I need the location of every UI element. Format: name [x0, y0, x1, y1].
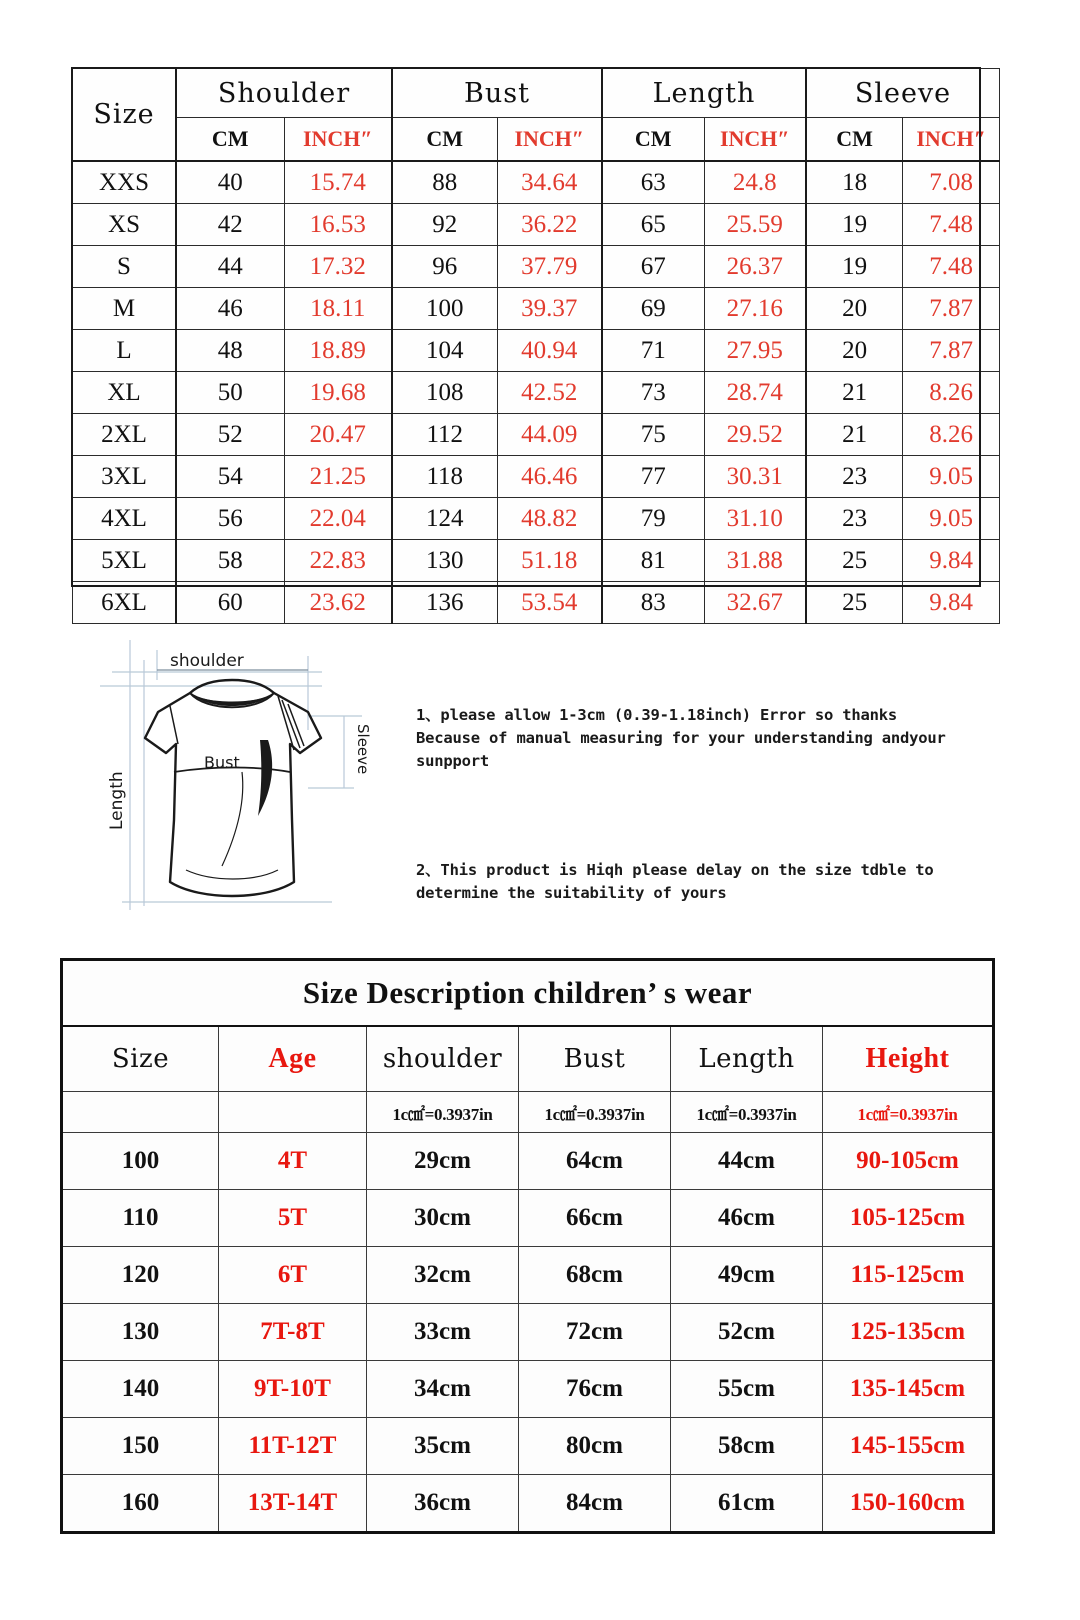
cell-bust-cm: 100	[392, 288, 497, 330]
cell-kids-height: 135-145cm	[823, 1361, 994, 1418]
kids-conversion-row	[62, 1092, 994, 1133]
diagram-label-shoulder: shoulder	[170, 651, 244, 671]
table-row	[73, 288, 1000, 330]
cell-shoulder-cm: 44	[176, 246, 284, 288]
cell-kids-shoulder: 34cm	[367, 1361, 519, 1418]
adult-sub-header-row	[73, 118, 1000, 162]
kids-size-table	[60, 958, 995, 1534]
kids-title-row	[62, 960, 994, 1027]
table-row	[62, 1418, 994, 1475]
cell-shoulder-cm: 60	[176, 582, 284, 624]
cell-kids-age: 6T	[219, 1247, 367, 1304]
cell-sleeve-cm: 19	[806, 246, 903, 288]
cell-size: XL	[73, 372, 177, 414]
cell-bust-cm: 118	[392, 456, 497, 498]
cell-bust-cm: 104	[392, 330, 497, 372]
adult-table-body	[73, 161, 1000, 624]
cell-kids-bust: 76cm	[519, 1361, 671, 1418]
cell-length-cm: 77	[602, 456, 704, 498]
cell-length-in: 24.8	[704, 161, 806, 204]
cell-size: S	[73, 246, 177, 288]
cell-sleeve-cm: 19	[806, 204, 903, 246]
cell-kids-height: 150-160cm	[823, 1475, 994, 1533]
diagram-label-bust: Bust	[204, 753, 240, 772]
adult-subheader-length-cm: CM	[602, 118, 704, 162]
kids-header-height: Height	[823, 1026, 994, 1092]
cell-kids-size: 150	[62, 1418, 219, 1475]
cell-kids-length: 58cm	[671, 1418, 823, 1475]
cell-kids-size: 100	[62, 1133, 219, 1190]
kids-header-row	[62, 1026, 994, 1092]
cell-length-cm: 71	[602, 330, 704, 372]
cell-sleeve-in: 7.48	[903, 204, 1000, 246]
tshirt-icon	[82, 620, 372, 910]
cell-kids-height: 125-135cm	[823, 1304, 994, 1361]
kids-title-black: Size Description	[302, 975, 534, 1010]
adult-header-sleeve: Sleeve	[806, 69, 1000, 118]
adult-subheader-bust-cm: CM	[392, 118, 497, 162]
adult-subheader-bust-inch: INCH″	[497, 118, 602, 162]
cell-kids-bust: 66cm	[519, 1190, 671, 1247]
note-1-line-3: sunpport	[416, 752, 490, 770]
adult-header-bust: Bust	[392, 69, 602, 118]
cell-sleeve-in: 9.84	[903, 540, 1000, 582]
adult-header-length: Length	[602, 69, 806, 118]
cell-bust-in: 44.09	[497, 414, 602, 456]
kids-header-age: Age	[219, 1026, 367, 1092]
cell-size: 6XL	[73, 582, 177, 624]
table-row	[73, 246, 1000, 288]
cell-kids-length: 46cm	[671, 1190, 823, 1247]
kids-conversion-age	[219, 1092, 367, 1133]
kids-table-body	[62, 960, 994, 1533]
adult-subheader-sleeve-inch: INCH″	[903, 118, 1000, 162]
cell-shoulder-cm: 40	[176, 161, 284, 204]
cell-sleeve-in: 8.26	[903, 414, 1000, 456]
cell-bust-in: 39.37	[497, 288, 602, 330]
cell-kids-size: 120	[62, 1247, 219, 1304]
adult-size-table-container	[72, 68, 986, 624]
cell-sleeve-cm: 23	[806, 456, 903, 498]
cell-sleeve-cm: 25	[806, 540, 903, 582]
cell-shoulder-cm: 46	[176, 288, 284, 330]
note-2-line-2: determine the suitability of yours	[416, 884, 727, 902]
cell-shoulder-in: 22.04	[284, 498, 392, 540]
cell-bust-in: 34.64	[497, 161, 602, 204]
cell-length-cm: 63	[602, 161, 704, 204]
cell-kids-age: 9T-10T	[219, 1361, 367, 1418]
cell-bust-cm: 92	[392, 204, 497, 246]
cell-bust-in: 40.94	[497, 330, 602, 372]
diagram-label-sleeve: Sleeve	[354, 724, 372, 775]
adult-header-size: Size	[73, 69, 177, 162]
kids-size-table-container	[60, 958, 992, 1534]
kids-title-cell	[62, 960, 994, 1027]
adult-subheader-sleeve-cm: CM	[806, 118, 903, 162]
cell-kids-bust: 84cm	[519, 1475, 671, 1533]
kids-conversion-size	[62, 1092, 219, 1133]
cell-length-in: 31.10	[704, 498, 806, 540]
cell-kids-size: 130	[62, 1304, 219, 1361]
adult-subheader-length-inch: INCH″	[704, 118, 806, 162]
cell-sleeve-in: 8.26	[903, 372, 1000, 414]
adult-size-table	[72, 68, 1000, 624]
cell-kids-bust: 72cm	[519, 1304, 671, 1361]
cell-bust-cm: 136	[392, 582, 497, 624]
note-2-line-1: 2、This product is Hiqh please delay on the size tdble to	[416, 861, 934, 879]
cell-kids-shoulder: 29cm	[367, 1133, 519, 1190]
cell-bust-in: 46.46	[497, 456, 602, 498]
cell-kids-height: 90-105cm	[823, 1133, 994, 1190]
cell-kids-size: 140	[62, 1361, 219, 1418]
cell-bust-in: 53.54	[497, 582, 602, 624]
kids-header-length: Length	[671, 1026, 823, 1092]
cell-size: 4XL	[73, 498, 177, 540]
cell-length-cm: 75	[602, 414, 704, 456]
cell-length-in: 26.37	[704, 246, 806, 288]
cell-sleeve-in: 7.48	[903, 246, 1000, 288]
kids-title-red: children’ s wear	[533, 975, 753, 1010]
cell-bust-cm: 130	[392, 540, 497, 582]
cell-length-in: 27.16	[704, 288, 806, 330]
cell-sleeve-in: 7.08	[903, 161, 1000, 204]
table-row	[62, 1190, 994, 1247]
cell-shoulder-in: 23.62	[284, 582, 392, 624]
cell-sleeve-in: 9.05	[903, 456, 1000, 498]
cell-shoulder-in: 16.53	[284, 204, 392, 246]
cell-shoulder-cm: 52	[176, 414, 284, 456]
cell-kids-shoulder: 35cm	[367, 1418, 519, 1475]
cell-shoulder-in: 17.32	[284, 246, 392, 288]
cell-size: 3XL	[73, 456, 177, 498]
table-row	[62, 1247, 994, 1304]
cell-kids-shoulder: 36cm	[367, 1475, 519, 1533]
table-row	[73, 372, 1000, 414]
cell-kids-length: 49cm	[671, 1247, 823, 1304]
cell-length-in: 31.88	[704, 540, 806, 582]
cell-length-cm: 65	[602, 204, 704, 246]
adult-group-header-row	[73, 69, 1000, 118]
cell-shoulder-cm: 54	[176, 456, 284, 498]
table-row	[62, 1304, 994, 1361]
cell-kids-length: 52cm	[671, 1304, 823, 1361]
cell-length-cm: 81	[602, 540, 704, 582]
table-row	[73, 414, 1000, 456]
cell-shoulder-cm: 58	[176, 540, 284, 582]
cell-size: XXS	[73, 161, 177, 204]
cell-kids-shoulder: 30cm	[367, 1190, 519, 1247]
cell-kids-shoulder: 33cm	[367, 1304, 519, 1361]
cell-size: XS	[73, 204, 177, 246]
table-row	[73, 330, 1000, 372]
cell-sleeve-in: 9.05	[903, 498, 1000, 540]
cell-shoulder-cm: 50	[176, 372, 284, 414]
cell-kids-age: 4T	[219, 1133, 367, 1190]
kids-conversion-length: 1c㎠=0.3937in	[671, 1092, 823, 1133]
cell-shoulder-in: 19.68	[284, 372, 392, 414]
kids-conversion-shoulder: 1c㎠=0.3937in	[367, 1092, 519, 1133]
cell-length-in: 25.59	[704, 204, 806, 246]
cell-bust-in: 48.82	[497, 498, 602, 540]
note-1-line-2: Because of manual measuring for your understanding andyour	[416, 729, 946, 747]
cell-kids-age: 5T	[219, 1190, 367, 1247]
cell-shoulder-in: 22.83	[284, 540, 392, 582]
cell-length-in: 28.74	[704, 372, 806, 414]
cell-length-in: 30.31	[704, 456, 806, 498]
cell-shoulder-cm: 42	[176, 204, 284, 246]
cell-shoulder-cm: 48	[176, 330, 284, 372]
cell-kids-height: 115-125cm	[823, 1247, 994, 1304]
cell-length-in: 27.95	[704, 330, 806, 372]
cell-length-cm: 73	[602, 372, 704, 414]
kids-conversion-height: 1c㎠=0.3937in	[823, 1092, 994, 1133]
cell-sleeve-in: 9.84	[903, 582, 1000, 624]
adult-header-shoulder: Shoulder	[176, 69, 392, 118]
kids-header-shoulder: shoulder	[367, 1026, 519, 1092]
cell-bust-cm: 96	[392, 246, 497, 288]
kids-conversion-bust: 1c㎠=0.3937in	[519, 1092, 671, 1133]
diagram-label-length: Length	[107, 771, 127, 830]
adult-subheader-shoulder-cm: CM	[176, 118, 284, 162]
cell-bust-in: 37.79	[497, 246, 602, 288]
cell-bust-in: 36.22	[497, 204, 602, 246]
cell-length-cm: 79	[602, 498, 704, 540]
cell-shoulder-in: 15.74	[284, 161, 392, 204]
cell-kids-length: 61cm	[671, 1475, 823, 1533]
kids-header-size: Size	[62, 1026, 219, 1092]
kids-header-bust: Bust	[519, 1026, 671, 1092]
cell-bust-in: 51.18	[497, 540, 602, 582]
measurement-guide-section	[0, 612, 1080, 932]
table-row	[73, 204, 1000, 246]
cell-size: 5XL	[73, 540, 177, 582]
cell-kids-age: 13T-14T	[219, 1475, 367, 1533]
table-row	[73, 498, 1000, 540]
cell-bust-cm: 124	[392, 498, 497, 540]
cell-kids-height: 145-155cm	[823, 1418, 994, 1475]
cell-shoulder-in: 21.25	[284, 456, 392, 498]
cell-sleeve-cm: 20	[806, 288, 903, 330]
cell-kids-size: 160	[62, 1475, 219, 1533]
table-row	[62, 1361, 994, 1418]
adult-subheader-shoulder-inch: INCH″	[284, 118, 392, 162]
cell-bust-in: 42.52	[497, 372, 602, 414]
cell-bust-cm: 112	[392, 414, 497, 456]
cell-size: 2XL	[73, 414, 177, 456]
cell-length-cm: 67	[602, 246, 704, 288]
cell-shoulder-in: 18.11	[284, 288, 392, 330]
cell-shoulder-cm: 56	[176, 498, 284, 540]
cell-length-cm: 83	[602, 582, 704, 624]
cell-length-in: 29.52	[704, 414, 806, 456]
table-row	[73, 161, 1000, 204]
cell-sleeve-in: 7.87	[903, 288, 1000, 330]
cell-size: M	[73, 288, 177, 330]
table-row	[73, 456, 1000, 498]
cell-kids-length: 44cm	[671, 1133, 823, 1190]
cell-kids-age: 7T-8T	[219, 1304, 367, 1361]
note-2	[416, 859, 996, 905]
cell-kids-age: 11T-12T	[219, 1418, 367, 1475]
note-1	[416, 704, 996, 773]
cell-sleeve-cm: 21	[806, 372, 903, 414]
cell-kids-bust: 80cm	[519, 1418, 671, 1475]
cell-kids-bust: 64cm	[519, 1133, 671, 1190]
cell-kids-height: 105-125cm	[823, 1190, 994, 1247]
cell-sleeve-cm: 20	[806, 330, 903, 372]
cell-kids-bust: 68cm	[519, 1247, 671, 1304]
cell-kids-size: 110	[62, 1190, 219, 1247]
cell-sleeve-cm: 25	[806, 582, 903, 624]
adult-table-header	[73, 69, 1000, 162]
cell-length-in: 32.67	[704, 582, 806, 624]
table-row	[62, 1475, 994, 1533]
cell-kids-shoulder: 32cm	[367, 1247, 519, 1304]
table-row	[62, 1133, 994, 1190]
cell-size: L	[73, 330, 177, 372]
cell-bust-cm: 88	[392, 161, 497, 204]
tshirt-measurement-diagram	[82, 620, 372, 910]
cell-sleeve-cm: 23	[806, 498, 903, 540]
cell-sleeve-cm: 18	[806, 161, 903, 204]
cell-length-cm: 69	[602, 288, 704, 330]
cell-shoulder-in: 18.89	[284, 330, 392, 372]
table-row	[73, 540, 1000, 582]
cell-kids-length: 55cm	[671, 1361, 823, 1418]
cell-shoulder-in: 20.47	[284, 414, 392, 456]
cell-sleeve-in: 7.87	[903, 330, 1000, 372]
cell-sleeve-cm: 21	[806, 414, 903, 456]
cell-bust-cm: 108	[392, 372, 497, 414]
note-1-line-1: 1、please allow 1-3cm (0.39-1.18inch) Error so thanks	[416, 706, 898, 724]
